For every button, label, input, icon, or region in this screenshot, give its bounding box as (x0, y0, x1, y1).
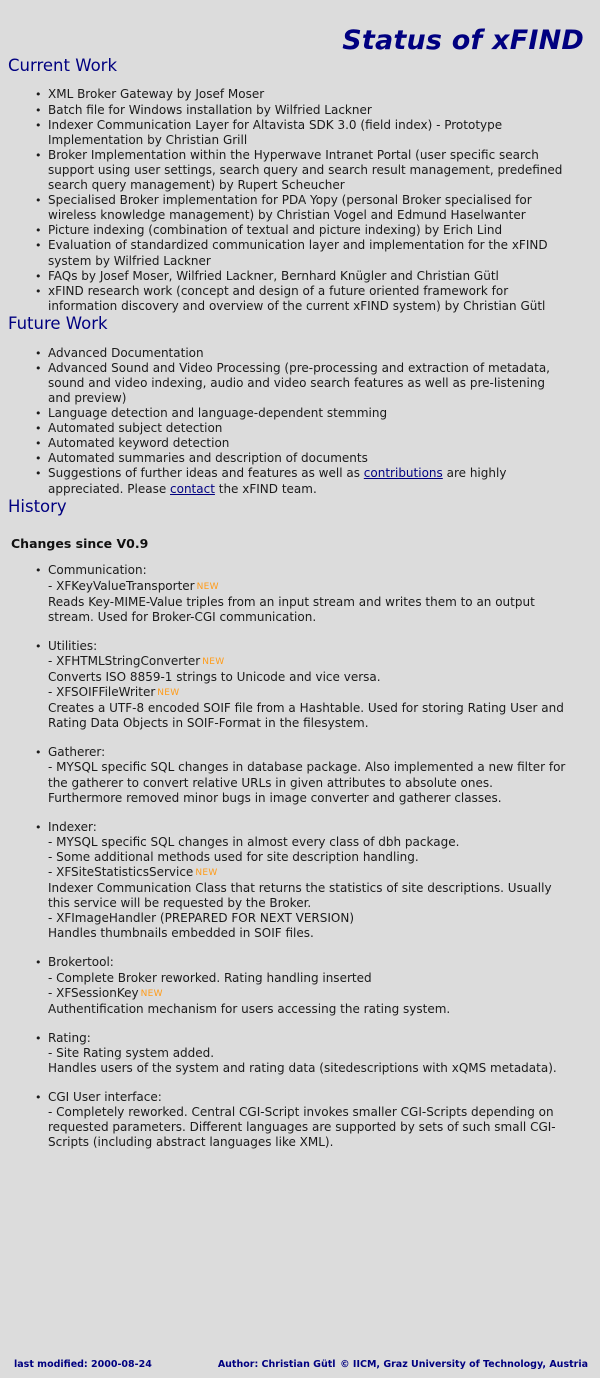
history-line-text: - XFSiteStatisticsService (48, 865, 194, 880)
history-entry-line (48, 654, 570, 670)
history-entry-line (48, 579, 570, 595)
history-line-text: Authentification mechanism for users accessing the rating system. (48, 1001, 451, 1016)
history-subheading: Changes since V0.9 (11, 536, 149, 552)
history-line-text: - XFKeyValueTransporter (48, 578, 195, 593)
new-badge: NEW (140, 988, 163, 999)
new-badge: NEW (195, 868, 218, 879)
history-entry-title: • Utilities: (48, 638, 98, 653)
history-entry-line (48, 595, 570, 625)
list-item: • Advanced Documentation (48, 346, 592, 361)
history-entry (48, 820, 592, 942)
list-item: • XML Broker Gateway by Josef Moser (48, 87, 592, 102)
current-work-list (8, 87, 592, 313)
history-line-text: - XFImageHandler (PREPARED FOR NEXT VERSION) (48, 911, 355, 926)
history-entry-line (48, 881, 570, 911)
history-entry-line (48, 670, 570, 685)
list-item: • Automated summaries and description of documents (48, 451, 592, 466)
history-entry-line (48, 760, 570, 805)
list-item: • FAQs by Josef Moser, Wilfried Lackner, Bernhard Knügler and Christian Gütl (48, 269, 592, 284)
history-entry (48, 955, 592, 1016)
history-line-text: - XFSOIFFileWriter (48, 685, 156, 700)
section-heading-future-work: Future Work (8, 313, 108, 333)
history-entry-line (48, 1061, 570, 1076)
history-entry-title: • Rating: (48, 1030, 91, 1045)
history-entry-line (48, 1046, 570, 1061)
history-entry-line (48, 865, 570, 881)
history-line-text: - MYSQL specific SQL changes in database package. Also implemented a new filter for the gatherer to convert relative URLs in given attributes to absolute ones. Furthermore removed minor bugs in image converter and gatherer classes. (48, 760, 566, 805)
footer-copyright: © IICM, Graz University of Technology, Austria (340, 1359, 588, 1370)
history-entry-line (48, 685, 570, 701)
history-line-text: Reads Key-MIME-Value triples from an input stream and writes them to an output stream. Used for Broker-CGI communication. (48, 594, 535, 624)
history-line-text: - XFHTMLStringConverter (48, 653, 201, 668)
history-line-text: Handles users of the system and rating data (sitedescriptions with xQMS metadata). (48, 1061, 557, 1076)
future-work-list (8, 346, 592, 497)
list-item: • xFIND research work (concept and design of a future oriented framework for information discovery and overview of the current xFIND system) by Christian Gütl (48, 284, 592, 314)
history-entry-title: • Communication: (48, 563, 147, 578)
list-item: • Batch file for Windows installation by Wilfried Lackner (48, 103, 592, 118)
history-line-text: Handles thumbnails embedded in SOIF files. (48, 926, 314, 941)
history-entry (48, 639, 592, 732)
history-entry-line (48, 911, 570, 926)
history-entry-line (48, 971, 570, 986)
history-entry-line (48, 1002, 570, 1017)
history-entry-line (48, 835, 570, 850)
suggestion-text-part1: Suggestions of further ideas and features as well as (48, 466, 364, 481)
history-entry-line (48, 926, 570, 941)
history-entry-title: • CGI User interface: (48, 1090, 162, 1105)
history-line-text: - Completely reworked. Central CGI-Script invokes smaller CGI-Scripts depending on requested parameters. Different languages are supported by sets of such small CGI-Scripts (including abstract languages like XML). (48, 1105, 556, 1150)
footer-author: Author: Christian Gütl (217, 1359, 336, 1370)
history-line-text: - Site Rating system added. (48, 1045, 215, 1060)
new-badge: NEW (157, 688, 180, 699)
section-heading-history: History (8, 496, 67, 516)
history-line-text: Indexer Communication Class that returns the statistics of site descriptions. Usually this service will be requested by the Broker. (48, 881, 552, 911)
history-line-text: Converts ISO 8859-1 strings to Unicode and vice versa. (48, 669, 381, 684)
list-item: • Language detection and language-dependent stemming (48, 406, 592, 421)
bottom-spacer (8, 1151, 592, 1197)
history-entry (48, 563, 592, 624)
footer-last-modified: last modified: 2000-08-24 (14, 1359, 152, 1370)
page-title: Status of xFIND (342, 25, 584, 56)
history-entry (48, 1031, 592, 1076)
history-line-text: - XFSessionKey (48, 985, 139, 1000)
footer (0, 1359, 600, 1370)
history-entry-line (48, 986, 570, 1002)
list-item: • Automated subject detection (48, 421, 592, 436)
list-item-suggestions (48, 466, 592, 496)
history-list (8, 563, 592, 1150)
history-entry-title: • Indexer: (48, 819, 97, 834)
section-heading-current-work: Current Work (8, 55, 117, 75)
history-entry-title: • Brokertool: (48, 955, 114, 970)
suggestion-text-part2: are highly appreciated. Please (48, 466, 507, 496)
history-entry-line (48, 1105, 570, 1150)
history-entry (48, 745, 592, 805)
new-badge: NEW (202, 656, 225, 667)
suggestion-text-part3: the xFIND team. (214, 481, 317, 496)
list-item: • Evaluation of standardized communication layer and implementation for the xFIND system by Wilfried Lackner (48, 238, 592, 268)
history-entry-line (48, 701, 570, 731)
history-entry-line (48, 850, 570, 865)
contact-link[interactable]: contact (170, 481, 215, 496)
history-line-text: Creates a UTF-8 encoded SOIF file from a Hashtable. Used for storing Rating User and Rating Data Objects in SOIF-Format in the filesystem. (48, 701, 564, 731)
list-item: • Broker Implementation within the Hyperwave Intranet Portal (user specific search support using user settings, search query and search result management, predefined search query management) by Rupert Scheucher (48, 148, 592, 193)
history-entry-title: • Gatherer: (48, 745, 106, 760)
list-item: • Indexer Communication Layer for Altavista SDK 3.0 (field index) - Prototype Implementation by Christian Grill (48, 118, 592, 148)
list-item: • Picture indexing (combination of textual and picture indexing) by Erich Lind (48, 223, 592, 238)
history-entry (48, 1090, 592, 1150)
new-badge: NEW (196, 581, 219, 592)
history-line-text: - Some additional methods used for site description handling. (48, 849, 419, 864)
list-item: • Specialised Broker implementation for PDA Yopy (personal Broker specialised for wireless knowledge management) by Christian Vogel and Edmund Haselwanter (48, 193, 592, 223)
history-line-text: - MYSQL specific SQL changes in almost every class of dbh package. (48, 834, 460, 849)
contributions-link[interactable]: contributions (363, 466, 443, 481)
history-line-text: - Complete Broker reworked. Rating handling inserted (48, 970, 372, 985)
list-item: • Automated keyword detection (48, 436, 592, 451)
list-item: • Advanced Sound and Video Processing (pre-processing and extraction of metadata, sound and video indexing, audio and video search features as well as pre-listening and preview) (48, 361, 592, 406)
